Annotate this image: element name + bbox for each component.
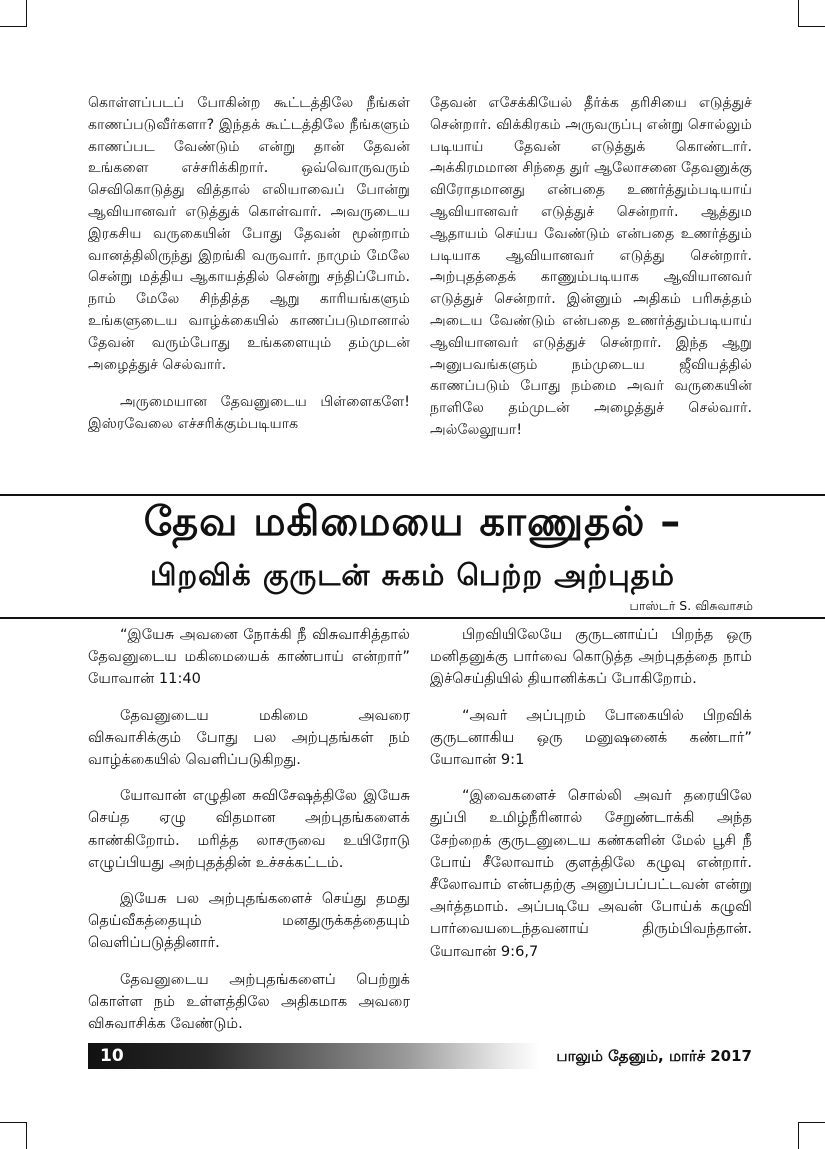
- article-right-column: [430, 624, 752, 963]
- paragraph: கொள்ளப்படப் போகின்ற கூட்டத்திலே நீங்கள் காணப்படுவீர்களா? இந்தக் கூட்டத்திலே நீங்களும் காணப்பட வேண்டும் என்று தான் தேவன் உங்களை எச்சரிக்கிறார். ஒவ்வொருவரும் செவிகொடுத்து வித்தால் எலியாவைப் போன்று ஆவியானவர் எடுத்துக் கொள்வார். அவருடைய இரகசிய வருகையின் போது தேவன் மூன்றாம் வானத்திலிருந்து இறங்கி வருவார். நாமும் மேலே சென்று மத்திய ஆகாயத்தில் சென்று சந்திப்போம். நாம் மேலே சிந்தித்த ஆறு காரியங்களும் உங்களுடைய வாழ்க்கையில் காணப்படுமானால் தேவன் வரும்போது உங்களையும் தம்முடன் அழைத்துச் செல்வார்.: [88, 95, 410, 373]
- crop-mark-bottom-right: [798, 1122, 825, 1149]
- paragraph: “அவர் அப்புறம் போகையில் பிறவிக் குருடனாகிய ஒரு மனுஷனைக் கண்டார்” யோவான் 9:1: [430, 706, 752, 769]
- paragraph: தேவனுடைய அற்புதங்களைப் பெற்றுக் கொள்ள நம் உள்ளத்திலே அதிகமாக அவரை விசுவாசிக்க வேண்டும்.: [88, 970, 410, 1033]
- article-title: தேவ மகிமையை காணுதல் –: [143, 499, 682, 545]
- crop-mark-bottom-left: [0, 1122, 27, 1149]
- previous-article-right-column: [430, 93, 752, 442]
- crop-mark-top-right: [798, 0, 825, 27]
- section-divider: [0, 617, 825, 619]
- paragraph: தேவனுடைய மகிமை அவரை விசுவாசிக்கும் போது பல அற்புதங்கள் நம் வாழ்க்கையில் வெளிப்படுகிறது.: [88, 706, 410, 769]
- page-number: 10: [100, 1046, 124, 1066]
- paragraph: “இவைகளைச் சொல்லி அவர் தரையிலே துப்பி உமிழ்நீரினால் சேறுண்டாக்கி அந்த சேற்றைக் குருடனுடைய கண்களின் மேல் பூசி நீ போய் சீலோவாம் குளத்திலே கழுவு என்றார். சீலோவாம் என்பதற்கு அனுப்பப்பட்டவன் என்று அர்த்தமாம். அப்படியே அவன் போய்க் கழுவி பார்வையடைந்தவனாய் திரும்பிவந்தான். யோவான் 9:6,7: [430, 787, 752, 960]
- section-divider: [0, 494, 825, 496]
- paragraph: இயேசு பல அற்புதங்களைச் செய்து தமது தெய்வீகத்தையும் மனதுருக்கத்தையும் வெளிப்படுத்தினார்.: [88, 890, 410, 952]
- article-subtitle: பிறவிக் குருடன் சுகம் பெற்ற அற்புதம்: [149, 558, 675, 592]
- paragraph: அருமையான தேவனுடைய பிள்ளைகளே! இஸ்ரவேலை எச்சரிக்கும்படியாக: [88, 394, 410, 433]
- paragraph: யோவான் எழுதின சுவிசேஷத்திலே இயேசு செய்த ஏழு விதமான அற்புதங்களைக் காண்கிறோம். மரித்த லாசருவை உயிரோடு எழுப்பியது அற்புதத்தின் உச்சக்கட்டம்.: [88, 787, 410, 871]
- article-left-column: [88, 624, 410, 1035]
- crop-mark-top-left: [0, 0, 27, 27]
- magazine-issue: பாலும் தேனும், மார்ச் 2017: [556, 1047, 752, 1065]
- previous-article-left-column: [88, 93, 410, 436]
- article-author: பாஸ்டர் S. விசுவாசம்: [629, 598, 753, 613]
- footer-bar: [88, 1043, 752, 1069]
- paragraph: பிறவியிலேயே குருடனாய்ப் பிறந்த ஒரு மனிதனுக்கு பார்வை கொடுத்த அற்புதத்தை நாம் இச்செய்தியில் தியானிக்கப் போகிறோம்.: [430, 626, 752, 688]
- paragraph: தேவன் எசேக்கியேல் தீர்க்க தரிசியை எடுத்துச் சென்றார். விக்கிரகம் அருவருப்பு என்று சொல்லும் படியாய் தேவன் எடுத்துக் கொண்டார். அக்கிரமமான சிந்தை துர் ஆலோசனை தேவனுக்கு விரோதமானது என்பதை உணர்த்தும்படியாய் ஆவியானவர் எடுத்துச் சென்றார். ஆத்தும ஆதாயம் செய்ய வேண்டும் என்பதை உணர்த்தும் படியாக ஆவியானவர் எடுத்து சென்றார். அற்புதத்தைக் காணும்படியாக ஆவியானவர் எடுத்துச் சென்றார். இன்னும் அதிகம் பரிசுத்தம் அடைய வேண்டும் என்பதை உணர்த்தும்படியாய் ஆவியானவர் எடுத்துச் சென்றார். இந்த ஆறு அனுபவங்களும் நம்முடைய ஜீவியத்தில் காணப்படும் போது நம்மை அவர் வருகையின் நாளிலே தம்முடன் அழைத்துச் செல்வார். அல்லேலூயா!: [430, 95, 752, 438]
- paragraph: “இயேசு அவனை நோக்கி நீ விசுவாசித்தால் தேவனுடைய மகிமையைக் காண்பாய் என்றார்” யோவான் 11:40: [88, 626, 410, 688]
